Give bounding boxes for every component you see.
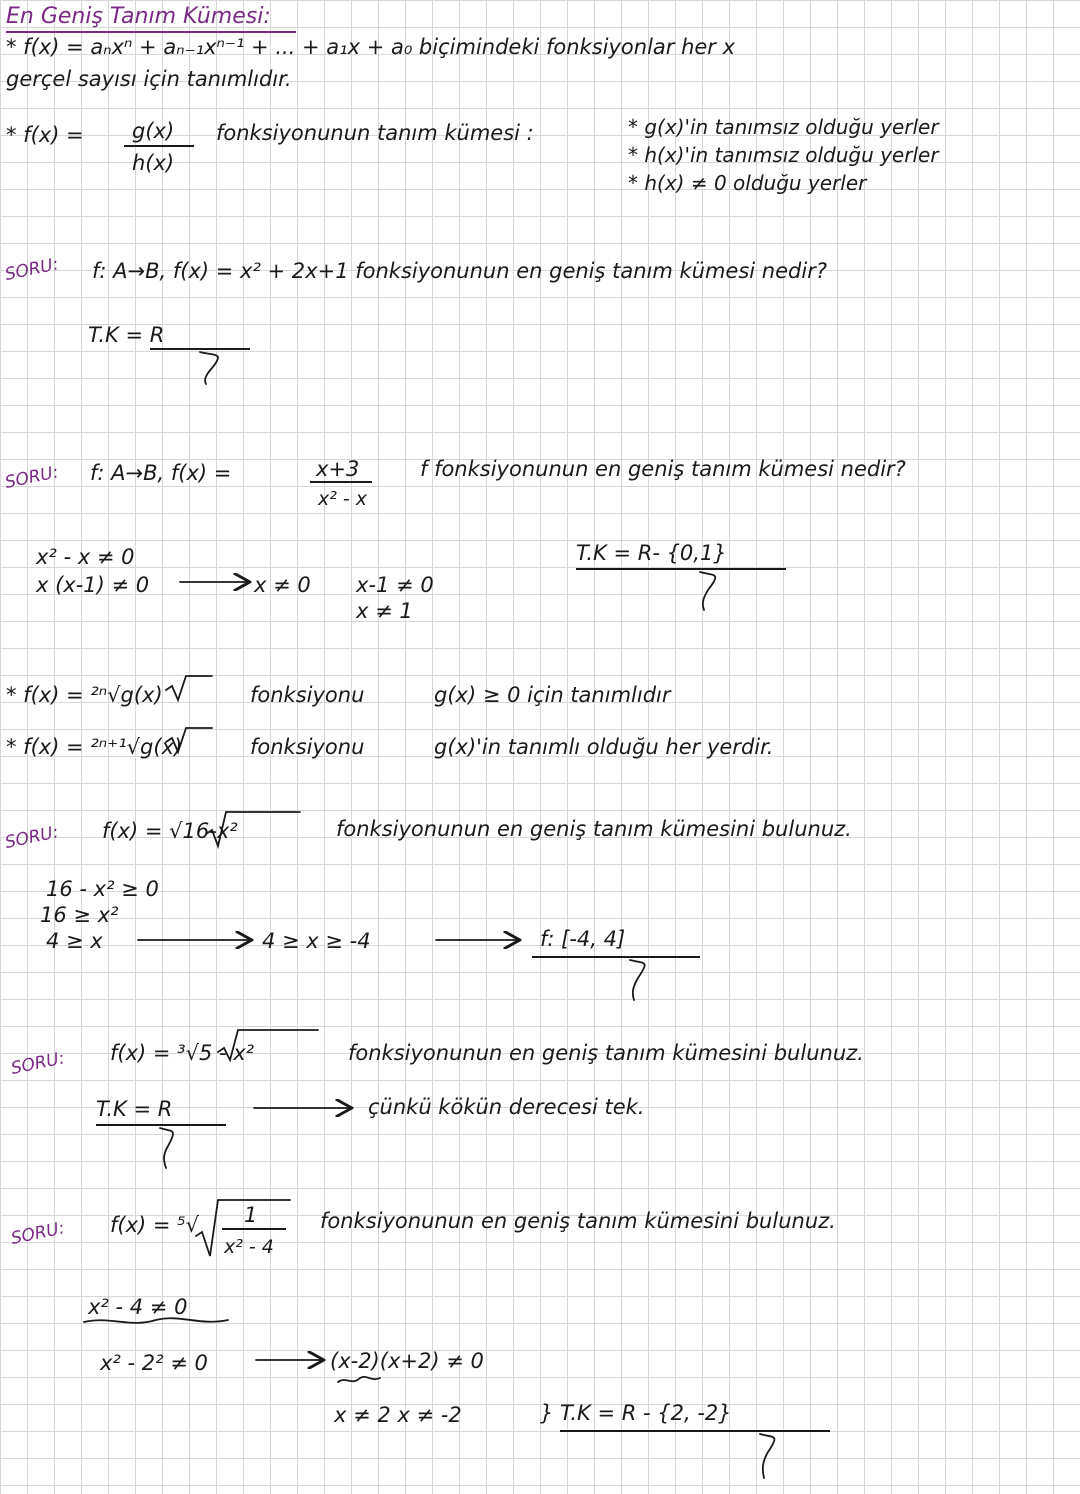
question-1-text: f: A→B, f(x) = x² + 2x+1 fonksiyonunun en geniş tanım kümesi nedir? [92, 259, 827, 283]
question-3-answer: f: [-4, 4] [540, 927, 626, 951]
polynomial-rule-line2: gerçel sayısı için tanımlıdır. [6, 67, 292, 91]
question-3-step3: 4 ≥ x [46, 929, 103, 953]
polynomial-rule-line1: * f(x) = aₙxⁿ + aₙ₋₁xⁿ⁻¹ + ... + a₁x + a₀ biçimindeki fonksiyonlar her x [6, 35, 736, 59]
question-5-step3: (x-2)(x+2) ≠ 0 [330, 1349, 484, 1373]
even-root-lhs: * f(x) = ²ⁿ√g(x) [6, 683, 163, 707]
question-3-step1: 16 - x² ≥ 0 [46, 877, 159, 901]
question-5-answer: } T.K = R - {2, -2} [540, 1401, 732, 1425]
question-1-answer: T.K = R [88, 323, 165, 347]
question-5-step2: x² - 2² ≠ 0 [100, 1351, 208, 1375]
question-2-step4a: x-1 ≠ 0 [356, 573, 434, 597]
question-2-step3: x ≠ 0 [254, 573, 311, 597]
rational-denominator: h(x) [132, 151, 175, 175]
rational-description: fonksiyonunun tanım kümesi : [216, 121, 534, 145]
question-5-step4: x ≠ 2 x ≠ -2 [334, 1403, 462, 1427]
rule-g-undefined: * g(x)'in tanımsız olduğu yerler [628, 115, 939, 139]
rational-numerator: g(x) [132, 119, 175, 143]
odd-root-lhs: * f(x) = ²ⁿ⁺¹√g(x) [6, 735, 183, 759]
odd-root-mid: fonksiyonu [250, 735, 365, 759]
question-label: SORU: [3, 462, 61, 494]
question-5-step1: x² - 4 ≠ 0 [88, 1295, 188, 1319]
rational-lhs: * f(x) = [6, 123, 84, 147]
question-2-step1: x² - x ≠ 0 [36, 545, 135, 569]
question-2-numerator: x+3 [316, 457, 360, 481]
question-5-denominator: x² - 4 [224, 1236, 274, 1258]
question-4-reason: çünkü kökün derecesi tek. [368, 1095, 645, 1119]
question-4-answer: T.K = R [96, 1097, 173, 1121]
question-5-text: fonksiyonunun en geniş tanım kümesini bulunuz. [320, 1209, 836, 1233]
question-label: SORU: [3, 254, 61, 286]
question-3-lhs: f(x) = √16-x² [102, 819, 238, 843]
question-2-denominator: x² - x [318, 488, 368, 510]
question-2-step2: x (x-1) ≠ 0 [36, 573, 150, 597]
question-3-step2: 16 ≥ x² [40, 903, 119, 927]
odd-root-rule: g(x)'in tanımlı olduğu her yerdir. [434, 735, 774, 759]
question-5-lhs: f(x) = ⁵√ [110, 1213, 199, 1237]
page-title: En Geniş Tanım Kümesi: [6, 4, 271, 29]
question-3-step4: 4 ≥ x ≥ -4 [262, 929, 371, 953]
question-3-text: fonksiyonunun en geniş tanım kümesini bulunuz. [336, 817, 852, 841]
question-4-text: fonksiyonunun en geniş tanım kümesini bulunuz. [348, 1041, 864, 1065]
question-2-text: f fonksiyonunun en geniş tanım kümesi nedir? [420, 457, 906, 481]
rule-h-undefined: * h(x)'in tanımsız olduğu yerler [628, 143, 939, 167]
even-root-mid: fonksiyonu [250, 683, 365, 707]
question-label: SORU: [3, 822, 61, 854]
question-2-answer: T.K = R- {0,1} [576, 541, 727, 565]
question-2-lhs: f: A→B, f(x) = [90, 461, 232, 485]
question-2-step4b: x ≠ 1 [356, 599, 413, 623]
rule-h-nonzero: * h(x) ≠ 0 olduğu yerler [628, 171, 867, 195]
question-label: SORU: [9, 1048, 67, 1080]
even-root-rule: g(x) ≥ 0 için tanımlıdır [434, 683, 671, 707]
question-5-numerator: 1 [244, 1203, 258, 1227]
question-4-lhs: f(x) = ³√5 - x² [110, 1041, 255, 1065]
question-label: SORU: [9, 1218, 67, 1250]
